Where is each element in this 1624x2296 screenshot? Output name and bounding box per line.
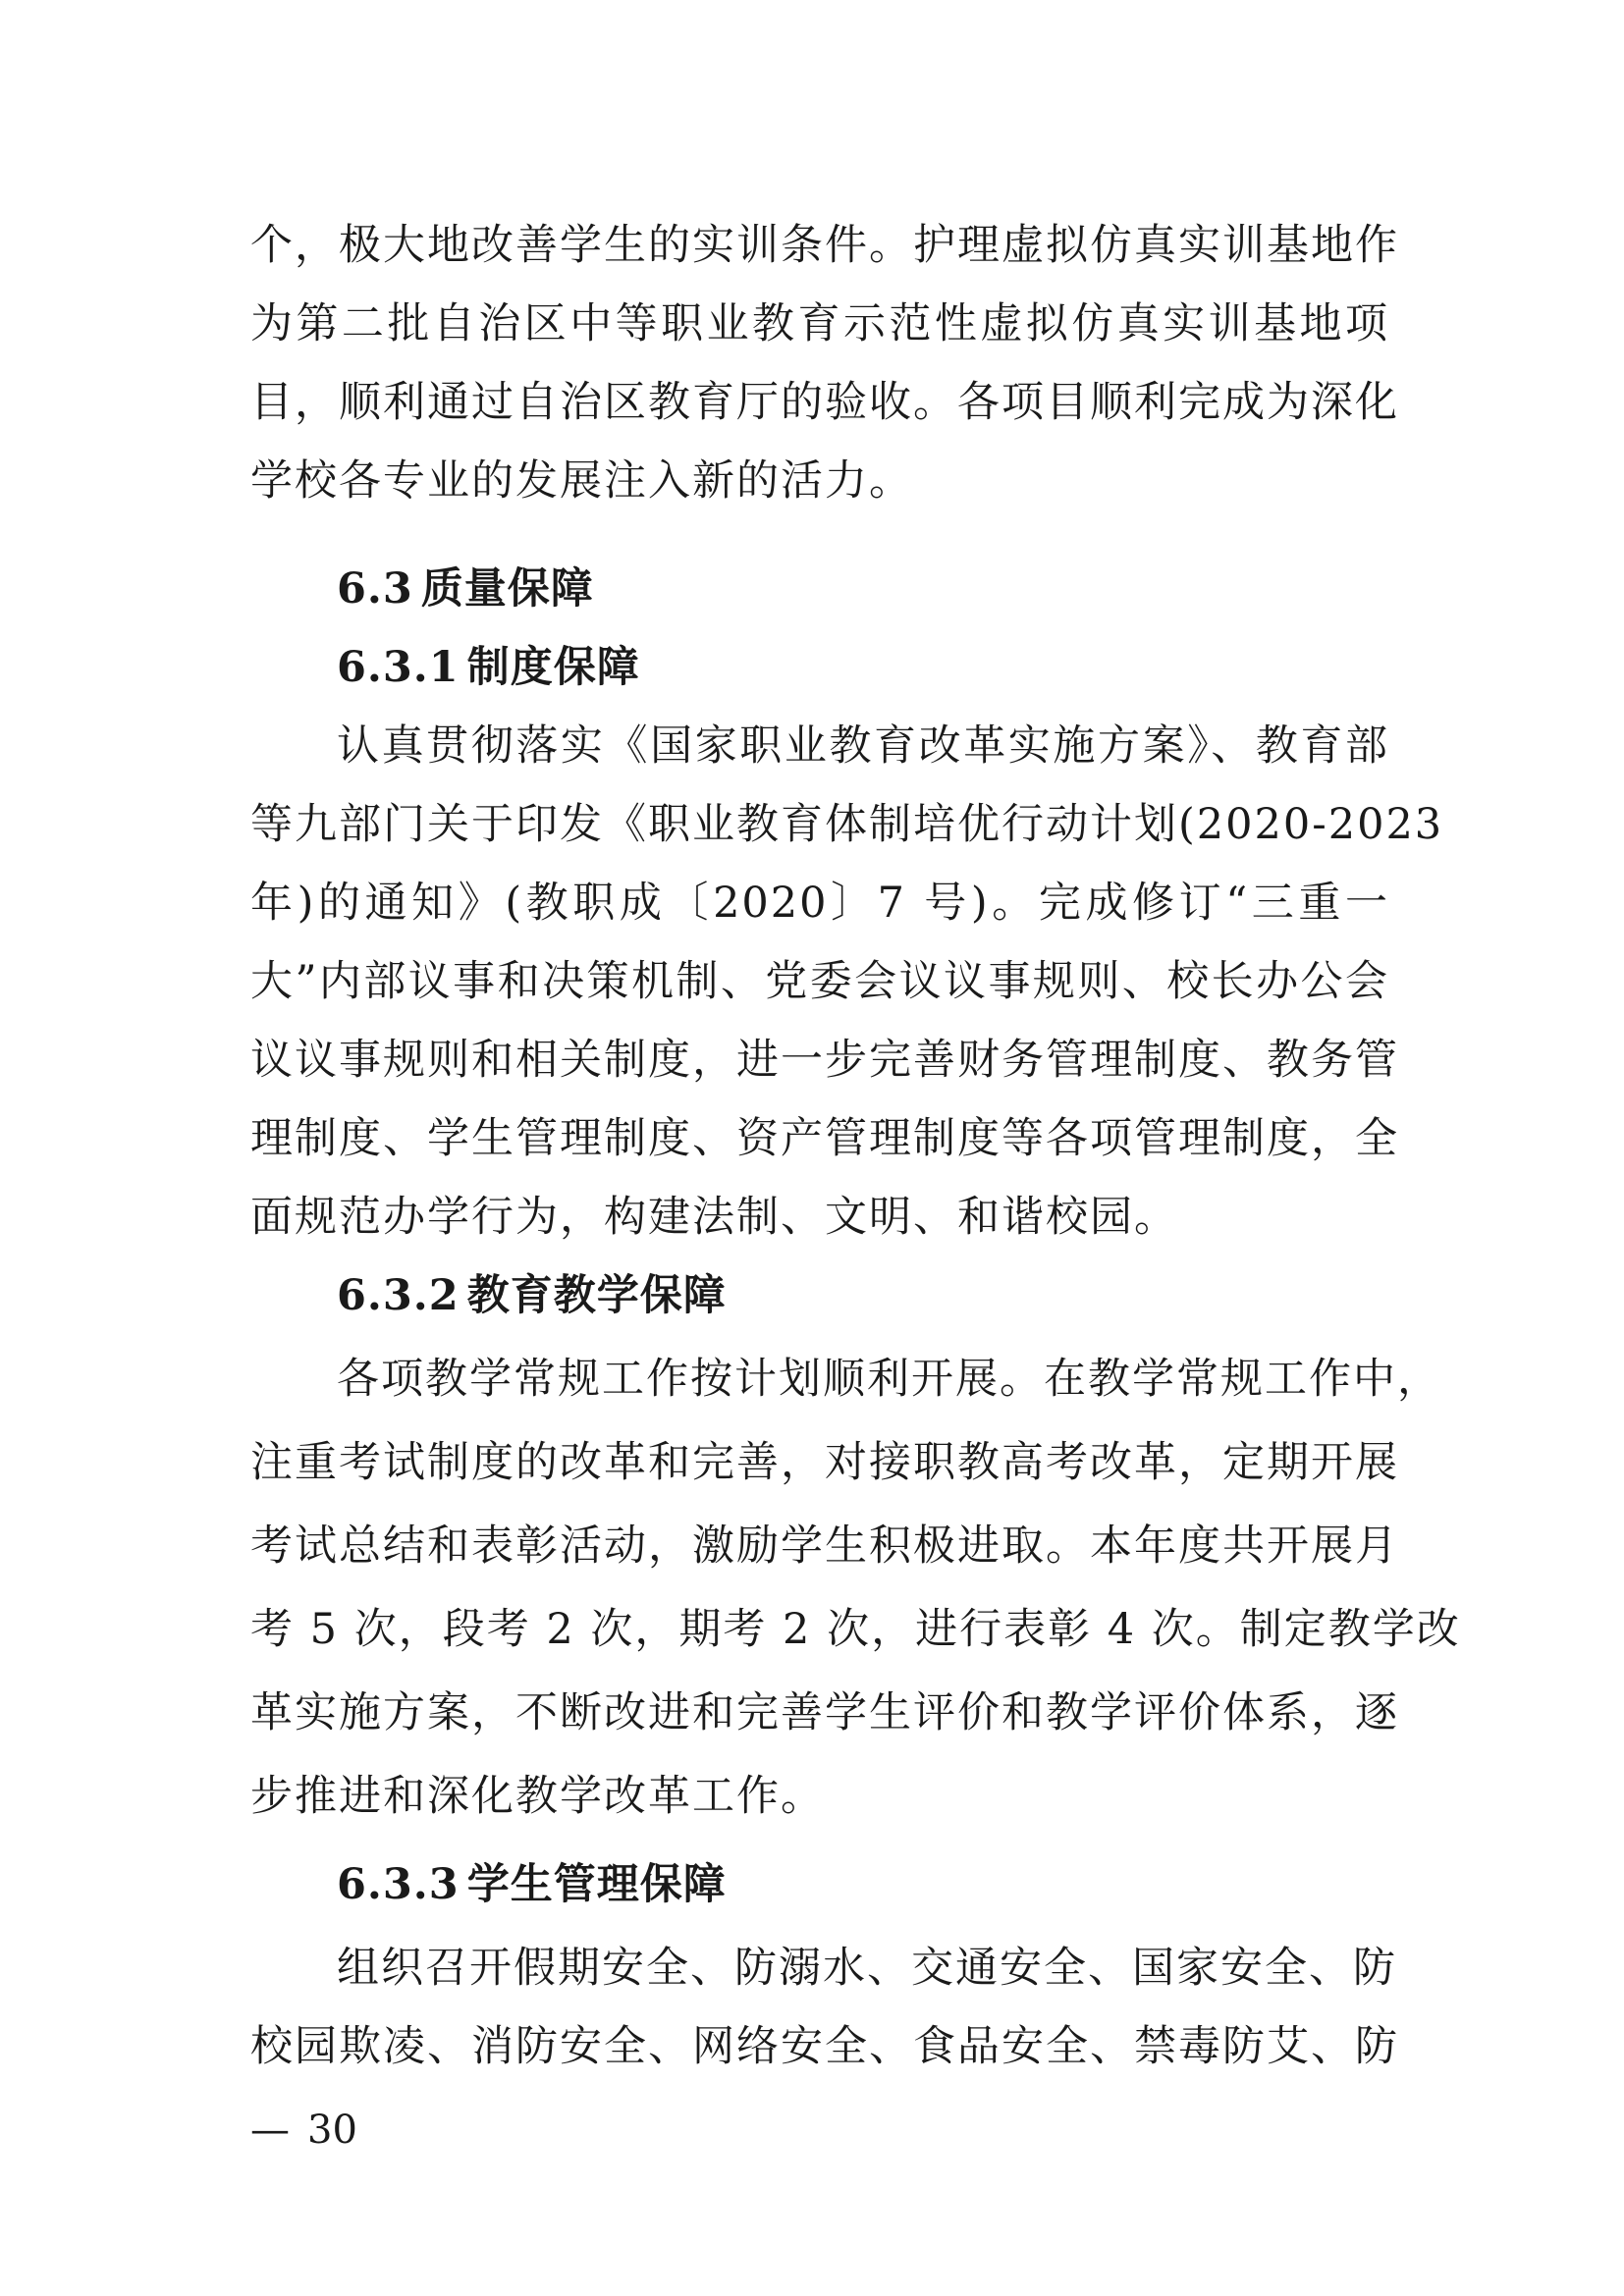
paragraph-line: 理制度、学生管理制度、资产管理制度等各项管理制度，全 bbox=[250, 1114, 1399, 1163]
paragraph-line: 目，顺利通过自治区教育厅的验收。各项目顺利完成为深化 bbox=[250, 378, 1399, 427]
page-footer bbox=[250, 2106, 357, 2155]
paragraph-line: 考 5 次，段考 2 次，期考 2 次，进行表彰 4 次。制定教学改 bbox=[250, 1605, 1461, 1654]
paragraph-line: 考试总结和表彰活动，激励学生积极进取。本年度共开展月 bbox=[250, 1522, 1399, 1571]
paragraph-line: 革实施方案，不断改进和完善学生评价和教学评价体系，逐 bbox=[250, 1688, 1399, 1737]
heading-title: 制度保障 bbox=[466, 643, 640, 692]
paragraph-line: 议议事规则和相关制度，进一步完善财务管理制度、教务管 bbox=[250, 1036, 1399, 1085]
paragraph-line: 注重考试制度的改革和完善，对接职教高考改革，定期开展 bbox=[250, 1438, 1399, 1487]
paragraph-line: 步推进和深化教学改革工作。 bbox=[250, 1772, 825, 1821]
heading-title: 学生管理保障 bbox=[466, 1860, 727, 1909]
paragraph-line: 面规范办学行为，构建法制、文明、和谐校园。 bbox=[250, 1193, 1178, 1242]
heading-title: 质量保障 bbox=[420, 564, 594, 614]
heading-title: 教育教学保障 bbox=[466, 1271, 727, 1320]
paragraph-line: 为第二批自治区中等职业教育示范性虚拟仿真实训基地项 bbox=[250, 299, 1389, 348]
paragraph-line: 年)的通知》(教职成〔2020〕7 号)。完成修订“三重一 bbox=[250, 879, 1389, 928]
section-heading-6-3 bbox=[337, 560, 594, 618]
section-heading-6-3-2 bbox=[337, 1266, 727, 1325]
heading-number: 6.3 bbox=[337, 564, 413, 614]
paragraph-line: 各项教学常规工作按计划顺利开展。在教学常规工作中， bbox=[337, 1355, 1441, 1404]
section-heading-6-3-3 bbox=[337, 1855, 727, 1914]
heading-number: 6.3.3 bbox=[337, 1860, 460, 1909]
paragraph-line: 学校各专业的发展注入新的活力。 bbox=[250, 456, 913, 506]
paragraph-line: 大”内部议事和决策机制、党委会议议事规则、校长办公会 bbox=[250, 957, 1389, 1006]
paragraph-line: 组织召开假期安全、防溺水、交通安全、国家安全、防 bbox=[337, 1944, 1397, 1993]
paragraph-line: 认真贯彻落实《国家职业教育改革实施方案》、教育部 bbox=[337, 721, 1389, 771]
section-heading-6-3-1 bbox=[337, 638, 640, 697]
paragraph-line: 个，极大地改善学生的实训条件。护理虚拟仿真实训基地作 bbox=[250, 221, 1399, 270]
heading-number: 6.3.1 bbox=[337, 643, 460, 692]
paragraph-line: 校园欺凌、消防安全、网络安全、食品安全、禁毒防艾、防 bbox=[250, 2022, 1399, 2071]
paragraph-line: 等九部门关于印发《职业教育体制培优行动计划(2020-2023 bbox=[250, 800, 1444, 849]
heading-number: 6.3.2 bbox=[337, 1271, 460, 1320]
page-number: 30 bbox=[307, 2108, 357, 2153]
footer-dash: — bbox=[250, 2108, 290, 2153]
